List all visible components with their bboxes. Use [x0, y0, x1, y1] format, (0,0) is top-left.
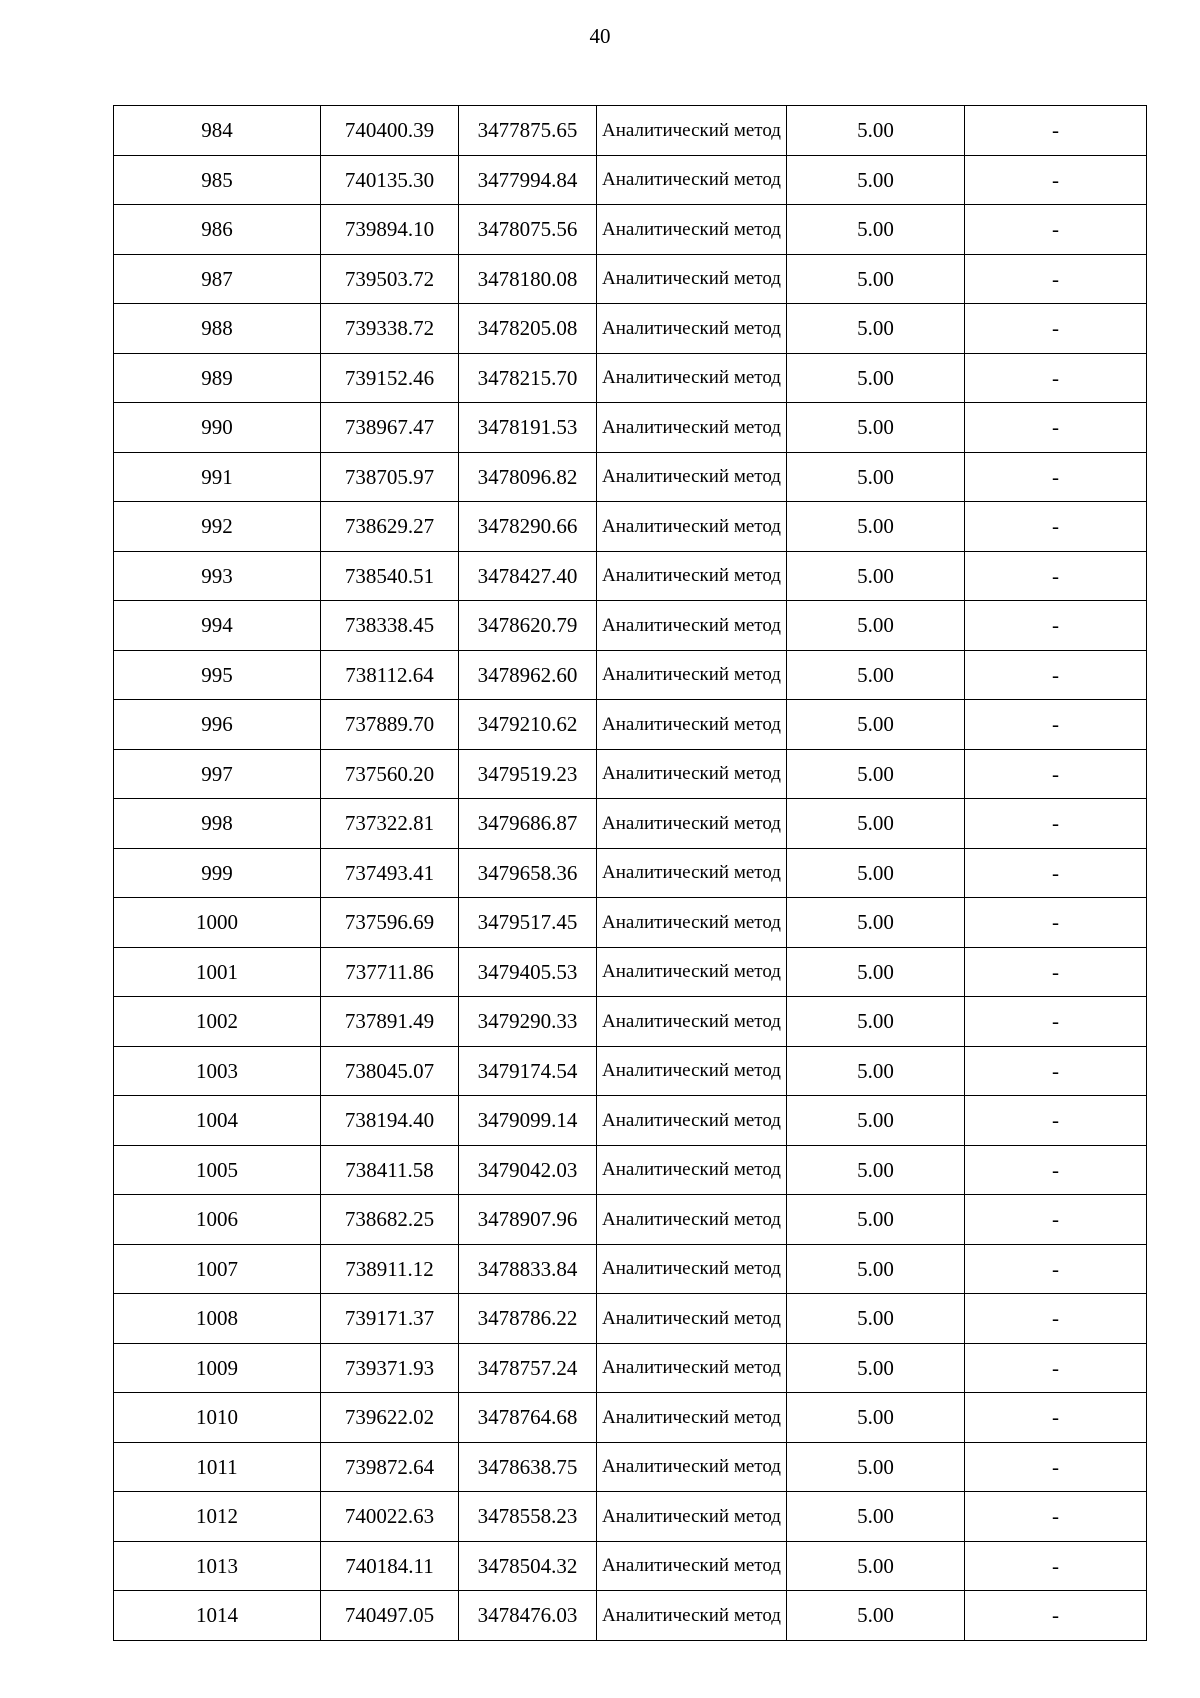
- coordinate-x-cell: 739371.93: [321, 1343, 459, 1393]
- coordinate-y-cell: 3479174.54: [459, 1046, 597, 1096]
- note-cell: -: [965, 1195, 1147, 1245]
- method-cell: Аналитический метод: [597, 799, 787, 849]
- table-row: [114, 700, 1147, 750]
- point-number-cell: 1003: [114, 1046, 321, 1096]
- method-cell: Аналитический метод: [597, 403, 787, 453]
- table-row: [114, 304, 1147, 354]
- coordinate-x-cell: 740400.39: [321, 106, 459, 156]
- accuracy-cell: 5.00: [787, 1096, 965, 1146]
- method-cell: Аналитический метод: [597, 1393, 787, 1443]
- note-cell: -: [965, 155, 1147, 205]
- method-cell: Аналитический метод: [597, 502, 787, 552]
- method-cell: Аналитический метод: [597, 551, 787, 601]
- method-cell: Аналитический метод: [597, 1343, 787, 1393]
- page-number: 40: [589, 24, 611, 48]
- point-number-cell: 1005: [114, 1145, 321, 1195]
- note-cell: -: [965, 1343, 1147, 1393]
- method-cell: Аналитический метод: [597, 650, 787, 700]
- coordinate-x-cell: 739894.10: [321, 205, 459, 255]
- note-cell: -: [965, 551, 1147, 601]
- accuracy-cell: 5.00: [787, 205, 965, 255]
- note-cell: -: [965, 1096, 1147, 1146]
- point-number-cell: 993: [114, 551, 321, 601]
- table-row: [114, 1343, 1147, 1393]
- coordinate-y-cell: 3478620.79: [459, 601, 597, 651]
- point-number-cell: 984: [114, 106, 321, 156]
- coordinate-y-cell: 3478290.66: [459, 502, 597, 552]
- coordinate-y-cell: 3478962.60: [459, 650, 597, 700]
- note-cell: -: [965, 502, 1147, 552]
- note-cell: -: [965, 898, 1147, 948]
- coordinate-y-cell: 3478205.08: [459, 304, 597, 354]
- coordinate-x-cell: 738967.47: [321, 403, 459, 453]
- note-cell: -: [965, 1393, 1147, 1443]
- note-cell: -: [965, 700, 1147, 750]
- method-cell: Аналитический метод: [597, 947, 787, 997]
- table-row: [114, 1195, 1147, 1245]
- coordinate-y-cell: 3479517.45: [459, 898, 597, 948]
- coordinate-x-cell: 740135.30: [321, 155, 459, 205]
- coordinate-x-cell: 738338.45: [321, 601, 459, 651]
- accuracy-cell: 5.00: [787, 155, 965, 205]
- coordinate-x-cell: 738411.58: [321, 1145, 459, 1195]
- table-row: [114, 997, 1147, 1047]
- note-cell: -: [965, 1591, 1147, 1641]
- point-number-cell: 996: [114, 700, 321, 750]
- accuracy-cell: 5.00: [787, 700, 965, 750]
- method-cell: Аналитический метод: [597, 1541, 787, 1591]
- point-number-cell: 1010: [114, 1393, 321, 1443]
- point-number-cell: 994: [114, 601, 321, 651]
- table-row: [114, 1046, 1147, 1096]
- coordinate-y-cell: 3478907.96: [459, 1195, 597, 1245]
- accuracy-cell: 5.00: [787, 1591, 965, 1641]
- coordinate-y-cell: 3479686.87: [459, 799, 597, 849]
- coordinate-y-cell: 3479099.14: [459, 1096, 597, 1146]
- point-number-cell: 1006: [114, 1195, 321, 1245]
- accuracy-cell: 5.00: [787, 551, 965, 601]
- accuracy-cell: 5.00: [787, 452, 965, 502]
- table-row: [114, 947, 1147, 997]
- accuracy-cell: 5.00: [787, 1541, 965, 1591]
- coordinate-x-cell: 738112.64: [321, 650, 459, 700]
- table-row: [114, 1492, 1147, 1542]
- table-row: [114, 601, 1147, 651]
- table-row: [114, 502, 1147, 552]
- coordinate-x-cell: 737493.41: [321, 848, 459, 898]
- method-cell: Аналитический метод: [597, 997, 787, 1047]
- note-cell: -: [965, 997, 1147, 1047]
- coordinate-y-cell: 3478215.70: [459, 353, 597, 403]
- table-row: [114, 1541, 1147, 1591]
- accuracy-cell: 5.00: [787, 1195, 965, 1245]
- coordinate-y-cell: 3479519.23: [459, 749, 597, 799]
- coordinate-y-cell: 3478180.08: [459, 254, 597, 304]
- accuracy-cell: 5.00: [787, 601, 965, 651]
- method-cell: Аналитический метод: [597, 848, 787, 898]
- method-cell: Аналитический метод: [597, 898, 787, 948]
- note-cell: -: [965, 1244, 1147, 1294]
- note-cell: -: [965, 403, 1147, 453]
- coordinates-table-body: [114, 106, 1147, 1641]
- coordinate-x-cell: 738045.07: [321, 1046, 459, 1096]
- coordinate-x-cell: 740022.63: [321, 1492, 459, 1542]
- coordinate-x-cell: 740497.05: [321, 1591, 459, 1641]
- coordinate-x-cell: 738705.97: [321, 452, 459, 502]
- point-number-cell: 986: [114, 205, 321, 255]
- point-number-cell: 1008: [114, 1294, 321, 1344]
- accuracy-cell: 5.00: [787, 254, 965, 304]
- note-cell: -: [965, 650, 1147, 700]
- method-cell: Аналитический метод: [597, 1195, 787, 1245]
- coordinate-x-cell: 738194.40: [321, 1096, 459, 1146]
- method-cell: Аналитический метод: [597, 106, 787, 156]
- coordinate-x-cell: 739152.46: [321, 353, 459, 403]
- coordinate-x-cell: 737596.69: [321, 898, 459, 948]
- table-row: [114, 205, 1147, 255]
- coordinate-x-cell: 739171.37: [321, 1294, 459, 1344]
- coordinate-y-cell: 3477875.65: [459, 106, 597, 156]
- point-number-cell: 997: [114, 749, 321, 799]
- accuracy-cell: 5.00: [787, 353, 965, 403]
- coordinate-x-cell: 737891.49: [321, 997, 459, 1047]
- note-cell: -: [965, 947, 1147, 997]
- accuracy-cell: 5.00: [787, 1442, 965, 1492]
- accuracy-cell: 5.00: [787, 1244, 965, 1294]
- accuracy-cell: 5.00: [787, 749, 965, 799]
- note-cell: -: [965, 1046, 1147, 1096]
- table-row: [114, 1145, 1147, 1195]
- coordinate-y-cell: 3478096.82: [459, 452, 597, 502]
- accuracy-cell: 5.00: [787, 947, 965, 997]
- table-row: [114, 749, 1147, 799]
- point-number-cell: 1013: [114, 1541, 321, 1591]
- coordinates-table: [113, 105, 1147, 1641]
- table-row: [114, 452, 1147, 502]
- point-number-cell: 1007: [114, 1244, 321, 1294]
- coordinate-y-cell: 3478786.22: [459, 1294, 597, 1344]
- method-cell: Аналитический метод: [597, 1294, 787, 1344]
- point-number-cell: 995: [114, 650, 321, 700]
- coordinate-y-cell: 3478427.40: [459, 551, 597, 601]
- coordinate-x-cell: 738911.12: [321, 1244, 459, 1294]
- point-number-cell: 990: [114, 403, 321, 453]
- table-row: [114, 1096, 1147, 1146]
- table-row: [114, 551, 1147, 601]
- coordinate-y-cell: 3479290.33: [459, 997, 597, 1047]
- point-number-cell: 1014: [114, 1591, 321, 1641]
- note-cell: -: [965, 106, 1147, 156]
- table-row: [114, 353, 1147, 403]
- point-number-cell: 1001: [114, 947, 321, 997]
- coordinate-y-cell: 3478638.75: [459, 1442, 597, 1492]
- table-row: [114, 1244, 1147, 1294]
- coordinate-y-cell: 3478476.03: [459, 1591, 597, 1641]
- coordinate-x-cell: 737711.86: [321, 947, 459, 997]
- coordinate-y-cell: 3479405.53: [459, 947, 597, 997]
- coordinate-x-cell: 738629.27: [321, 502, 459, 552]
- coordinate-x-cell: 737560.20: [321, 749, 459, 799]
- point-number-cell: 999: [114, 848, 321, 898]
- coordinate-x-cell: 739622.02: [321, 1393, 459, 1443]
- method-cell: Аналитический метод: [597, 1591, 787, 1641]
- method-cell: Аналитический метод: [597, 155, 787, 205]
- point-number-cell: 987: [114, 254, 321, 304]
- note-cell: -: [965, 601, 1147, 651]
- accuracy-cell: 5.00: [787, 997, 965, 1047]
- point-number-cell: 989: [114, 353, 321, 403]
- note-cell: -: [965, 1145, 1147, 1195]
- method-cell: Аналитический метод: [597, 1046, 787, 1096]
- note-cell: -: [965, 452, 1147, 502]
- accuracy-cell: 5.00: [787, 403, 965, 453]
- coordinate-y-cell: 3478075.56: [459, 205, 597, 255]
- point-number-cell: 985: [114, 155, 321, 205]
- table-row: [114, 650, 1147, 700]
- accuracy-cell: 5.00: [787, 848, 965, 898]
- method-cell: Аналитический метод: [597, 1145, 787, 1195]
- method-cell: Аналитический метод: [597, 1442, 787, 1492]
- coordinate-x-cell: 738682.25: [321, 1195, 459, 1245]
- accuracy-cell: 5.00: [787, 304, 965, 354]
- table-row: [114, 1591, 1147, 1641]
- coordinate-y-cell: 3478764.68: [459, 1393, 597, 1443]
- accuracy-cell: 5.00: [787, 106, 965, 156]
- table-row: [114, 254, 1147, 304]
- coordinate-y-cell: 3478558.23: [459, 1492, 597, 1542]
- table-row: [114, 898, 1147, 948]
- method-cell: Аналитический метод: [597, 700, 787, 750]
- note-cell: -: [965, 799, 1147, 849]
- accuracy-cell: 5.00: [787, 1294, 965, 1344]
- coordinate-y-cell: 3478191.53: [459, 403, 597, 453]
- coordinate-y-cell: 3479658.36: [459, 848, 597, 898]
- method-cell: Аналитический метод: [597, 749, 787, 799]
- note-cell: -: [965, 353, 1147, 403]
- method-cell: Аналитический метод: [597, 1244, 787, 1294]
- accuracy-cell: 5.00: [787, 1492, 965, 1542]
- coordinate-x-cell: 740184.11: [321, 1541, 459, 1591]
- method-cell: Аналитический метод: [597, 601, 787, 651]
- coordinate-y-cell: 3479042.03: [459, 1145, 597, 1195]
- method-cell: Аналитический метод: [597, 304, 787, 354]
- note-cell: -: [965, 1541, 1147, 1591]
- coordinate-x-cell: 739338.72: [321, 304, 459, 354]
- coordinate-y-cell: 3479210.62: [459, 700, 597, 750]
- point-number-cell: 1004: [114, 1096, 321, 1146]
- table-row: [114, 1294, 1147, 1344]
- coordinate-x-cell: 737889.70: [321, 700, 459, 750]
- table-row: [114, 403, 1147, 453]
- accuracy-cell: 5.00: [787, 898, 965, 948]
- method-cell: Аналитический метод: [597, 1492, 787, 1542]
- point-number-cell: 992: [114, 502, 321, 552]
- point-number-cell: 1011: [114, 1442, 321, 1492]
- note-cell: -: [965, 1492, 1147, 1542]
- method-cell: Аналитический метод: [597, 205, 787, 255]
- point-number-cell: 998: [114, 799, 321, 849]
- method-cell: Аналитический метод: [597, 452, 787, 502]
- point-number-cell: 1002: [114, 997, 321, 1047]
- note-cell: -: [965, 304, 1147, 354]
- coordinate-y-cell: 3477994.84: [459, 155, 597, 205]
- note-cell: -: [965, 848, 1147, 898]
- accuracy-cell: 5.00: [787, 1393, 965, 1443]
- table-row: [114, 1393, 1147, 1443]
- note-cell: -: [965, 1294, 1147, 1344]
- accuracy-cell: 5.00: [787, 650, 965, 700]
- point-number-cell: 1009: [114, 1343, 321, 1393]
- table-row: [114, 106, 1147, 156]
- table-row: [114, 848, 1147, 898]
- accuracy-cell: 5.00: [787, 1343, 965, 1393]
- note-cell: -: [965, 254, 1147, 304]
- point-number-cell: 988: [114, 304, 321, 354]
- note-cell: -: [965, 205, 1147, 255]
- table-row: [114, 799, 1147, 849]
- accuracy-cell: 5.00: [787, 1046, 965, 1096]
- note-cell: -: [965, 749, 1147, 799]
- table-row: [114, 1442, 1147, 1492]
- coordinate-x-cell: 737322.81: [321, 799, 459, 849]
- accuracy-cell: 5.00: [787, 1145, 965, 1195]
- point-number-cell: 991: [114, 452, 321, 502]
- coordinate-x-cell: 739872.64: [321, 1442, 459, 1492]
- note-cell: -: [965, 1442, 1147, 1492]
- method-cell: Аналитический метод: [597, 353, 787, 403]
- method-cell: Аналитический метод: [597, 254, 787, 304]
- coordinate-x-cell: 738540.51: [321, 551, 459, 601]
- coordinate-y-cell: 3478504.32: [459, 1541, 597, 1591]
- coordinate-y-cell: 3478757.24: [459, 1343, 597, 1393]
- coordinate-x-cell: 739503.72: [321, 254, 459, 304]
- coordinate-y-cell: 3478833.84: [459, 1244, 597, 1294]
- point-number-cell: 1012: [114, 1492, 321, 1542]
- accuracy-cell: 5.00: [787, 799, 965, 849]
- point-number-cell: 1000: [114, 898, 321, 948]
- accuracy-cell: 5.00: [787, 502, 965, 552]
- method-cell: Аналитический метод: [597, 1096, 787, 1146]
- table-row: [114, 155, 1147, 205]
